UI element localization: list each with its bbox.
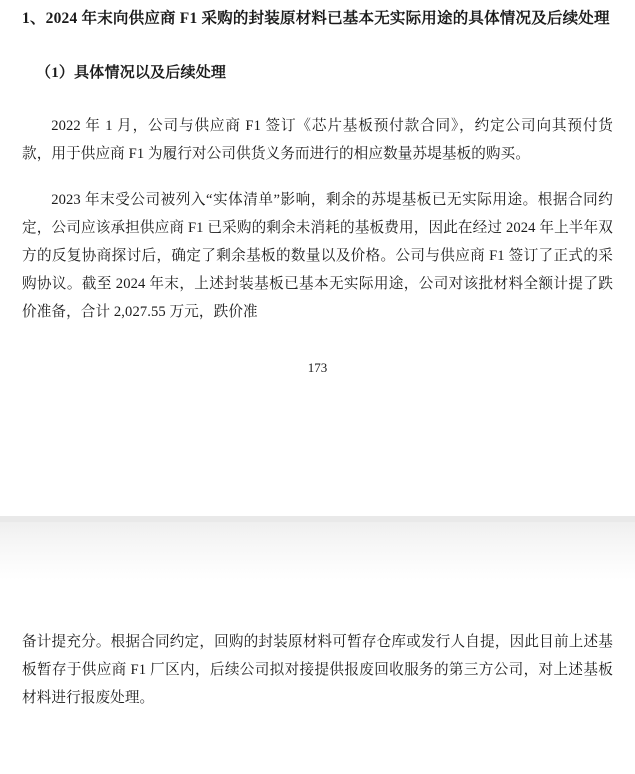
section-sub-heading: （1）具体情况以及后续处理	[36, 64, 227, 81]
page-number: 173	[307, 360, 328, 376]
page-bottom-block	[0, 628, 635, 712]
body-paragraph-2: 2023 年末受公司被列入“实体清单”影响，剩余的苏堤基板已无实际用途。根据合同约定，公司应该承担供应商 F1 已采购的剩余未消耗的基板费用，因此在经过 2024 年上半年双方的反复协商探讨后，确定了剩余基板的数量以及价格。公司与供应商 F1 签订了正式的采购协议。截至 2024 年末，上述封装基板已基本无实际用途，公司对该批材料全额计提了跌价准备，合计 2,027.55 万元，跌价准	[22, 192, 613, 321]
page-top-block	[0, 0, 635, 376]
body-paragraph-1: 2022 年 1 月，公司与供应商 F1 签订《芯片基板预付款合同》，约定公司向其预付货款，用于供应商 F1 为履行对公司供货义务而进行的相应数量苏堤基板的购买。	[22, 118, 613, 163]
page-title: 1、2024 年末向供应商 F1 采购的封装原材料已基本无实际用途的具体情况及后续处理	[22, 10, 610, 27]
body-paragraph-3: 备计提充分。根据合同约定，回购的封装原材料可暂存仓库或发行人自提，因此目前上述基板暂存于供应商 F1 厂区内，后续公司拟对接提供报废回收服务的第三方公司，对上述基板材料进行报废处理。	[22, 634, 613, 707]
scan-shade-gradient	[0, 522, 635, 580]
